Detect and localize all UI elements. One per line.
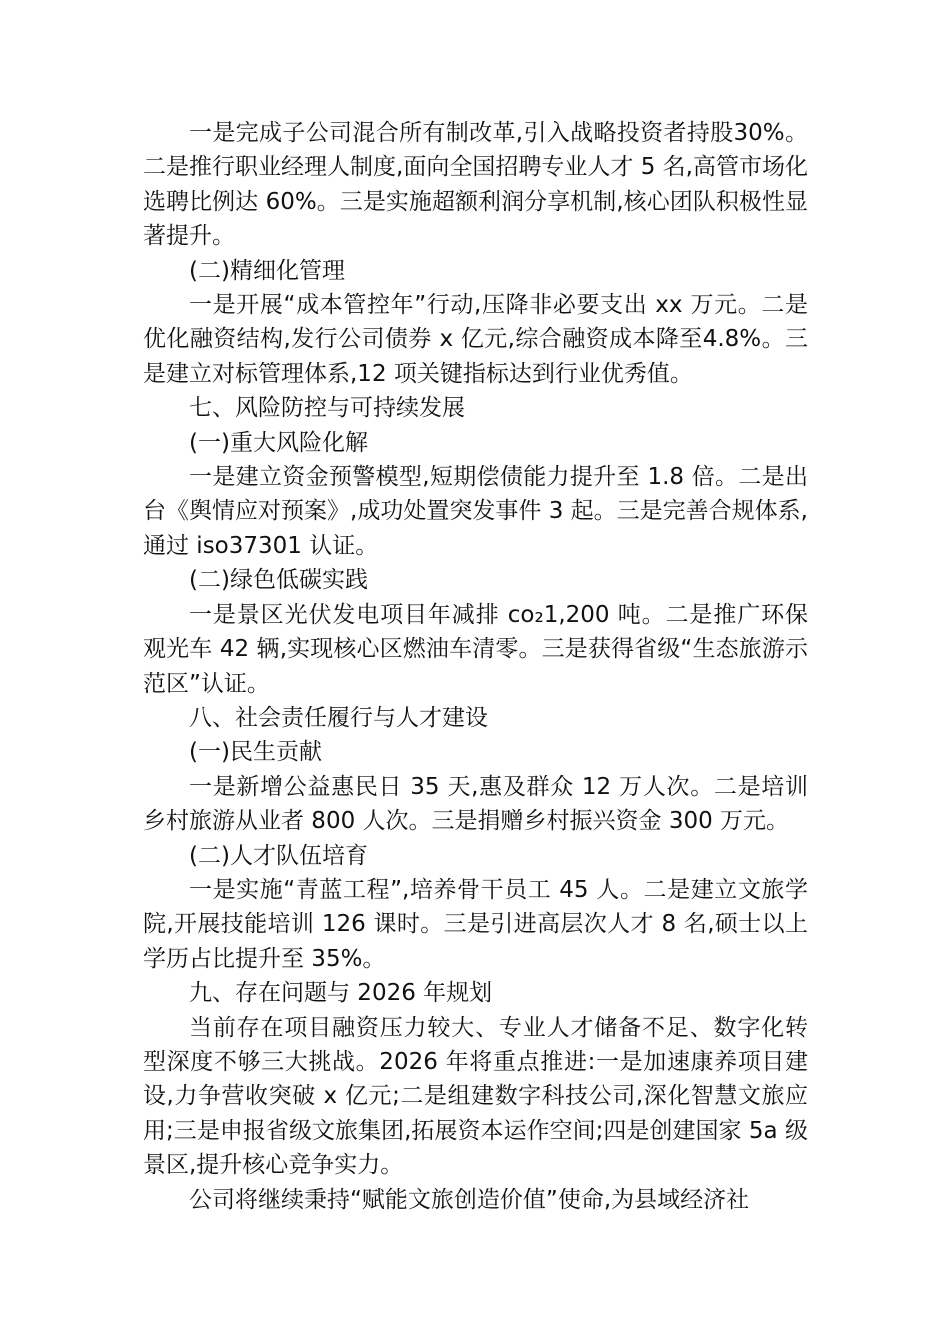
paragraph-closing: 公司将继续秉持“赋能文旅创造价值”使命,为县域经济社 (189, 1186, 750, 1213)
heading-talent-cultivation: (二)人才队伍培育 (189, 842, 368, 869)
heading-green-practice: (二)绿色低碳实践 (189, 567, 368, 594)
heading-refined-management: (二)精细化管理 (189, 257, 345, 284)
paragraph-problems-plan: 当前存在项目融资压力较大、专业人才储备不足、数字化转型深度不够三大挑战。2026 年将重点推进:一是加速康养项目建设,力争营收突破 x 亿元;二是组建数字科技公司,深化智慧文旅应用;三是申报省级文旅集团,拓展资本运作空间;四是创建国家 5a 级景区,提升核心竞争实力。 (143, 1014, 808, 1179)
section-heading-problems-plan: 九、存在问题与 2026 年规划 (189, 980, 493, 1007)
paragraph-livelihood-contribution: 一是新增公益惠民日 35 天,惠及群众 12 万人次。二是培训乡村旅游从业者 800 人次。三是捐赠乡村振兴资金 300 万元。 (143, 773, 808, 835)
document-body (143, 116, 808, 1217)
paragraph-talent-cultivation: 一是实施“青蓝工程”,培养骨干员工 45 人。二是建立文旅学院,开展技能培训 126 课时。三是引进高层次人才 8 名,硕士以上学历占比提升至 35%。 (143, 876, 808, 972)
paragraph-cost-control: 一是开展“成本管控年”行动,压降非必要支出 xx 万元。二是优化融资结构,发行公司债券 x 亿元,综合融资成本降至4.8%。三是建立对标管理体系,12 项关键指标达到行业优秀值。 (143, 292, 808, 387)
paragraph-reform-measures: 一是完成子公司混合所有制改革,引入战略投资者持股30%。二是推行职业经理人制度,面向全国招聘专业人才 5 名,高管市场化选聘比例达 60%。三是实施超额利润分享机制,核心团队积极性显著提升。 (143, 120, 808, 250)
heading-livelihood-contribution: (一)民生贡献 (189, 739, 322, 766)
heading-risk-resolution: (一)重大风险化解 (189, 429, 368, 456)
section-heading-risk-control: 七、风险防控与可持续发展 (189, 395, 465, 422)
paragraph-green-practice: 一是景区光伏发电项目年减排 co₂1,200 吨。二是推广环保观光车 42 辆,实现核心区燃油车清零。三是获得省级“生态旅游示范区”认证。 (143, 601, 808, 697)
section-heading-social-responsibility: 八、社会责任履行与人才建设 (189, 704, 488, 731)
paragraph-risk-resolution: 一是建立资金预警模型,短期偿债能力提升至 1.8 倍。二是出台《舆情应对预案》,成功处置突发事件 3 起。三是完善合规体系,通过 iso37301 认证。 (143, 464, 808, 559)
